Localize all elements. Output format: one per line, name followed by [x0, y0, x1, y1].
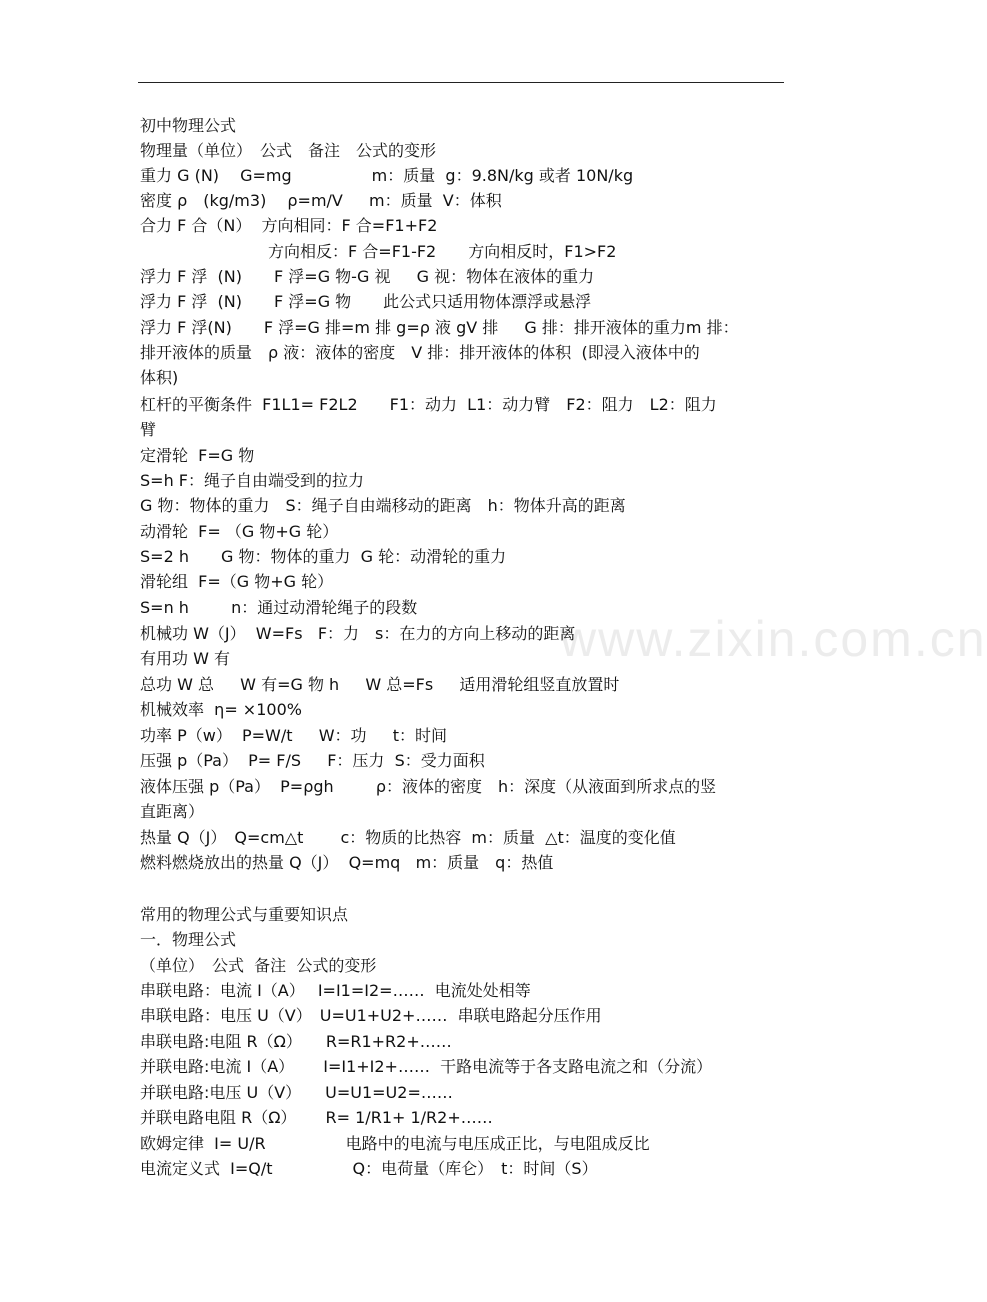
formula-line: 电流定义式 I=Q/t Q：电荷量（库仑） t：时间（S）	[140, 1159, 598, 1178]
watermark: www.zixin.com.cn	[560, 611, 987, 667]
formula-line: 排开液体的质量 ρ 液：液体的密度 V 排：排开液体的体积 (即浸入液体中的	[140, 343, 700, 362]
formula-line: 热量 Q（J） Q=cm△t c：物质的比热容 m：质量 △t：温度的变化值	[140, 828, 676, 847]
formula-line: 重力 G (N) G=mg m：质量 g：9.8N/kg 或者 10N/kg	[140, 166, 634, 185]
formula-line: 功率 P（w） P=W/t W：功 t：时间	[140, 726, 447, 745]
formula-line: 串联电路：电压 U（V） U=U1+U2+…… 串联电路起分压作用	[140, 1006, 602, 1025]
formula-line: 一．物理公式	[140, 930, 237, 949]
formula-line: 杠杆的平衡条件 F1L1= F2L2 F1：动力 L1：动力臂 F2：阻力 L2：阻力	[140, 395, 717, 414]
formula-line: 燃料燃烧放出的热量 Q（J） Q=mq m：质量 q：热值	[140, 853, 554, 872]
formula-line: （单位） 公式 备注 公式的变形	[140, 956, 377, 975]
formula-line: 并联电路:电流 I（A） I=I1+I2+…… 干路电流等于各支路电流之和（分流）	[140, 1057, 713, 1076]
formula-line: 压强 p（Pa） P= F/S F：压力 S：受力面积	[140, 751, 485, 770]
formula-line: 机械功 W（J） W=Fs F：力 s：在力的方向上移动的距离	[140, 624, 576, 643]
formula-line: 直距离）	[140, 802, 205, 821]
formula-line: 浮力 F 浮 (N) F 浮=G 物 此公式只适用物体漂浮或悬浮	[140, 292, 592, 311]
formula-line: 物理量（单位） 公式 备注 公式的变形	[140, 141, 437, 160]
formula-line: 滑轮组 F=（G 物+G 轮）	[140, 572, 334, 591]
formula-line: 欧姆定律 I= U/R 电路中的电流与电压成正比，与电阻成反比	[140, 1134, 650, 1153]
formula-line: 液体压强 p（Pa） P=ρgh ρ：液体的密度 h：深度（从液面到所求点的竖	[140, 777, 717, 796]
formula-line: 有用功 W 有	[140, 649, 230, 668]
formula-line: 总功 W 总 W 有=G 物 h W 总=Fs 适用滑轮组竖直放置时	[140, 675, 620, 694]
formula-line: 串联电路：电流 I（A） I=I1=I2=…… 电流处处相等	[140, 981, 531, 1000]
section1-title: 初中物理公式	[140, 116, 237, 135]
formula-line: G 物：物体的重力 S：绳子自由端移动的距离 h：物体升高的距离	[140, 496, 626, 515]
formula-line: 浮力 F 浮 (N) F 浮=G 物-G 视 G 视：物体在液体的重力	[140, 267, 595, 286]
formula-line: 定滑轮 F=G 物	[140, 446, 255, 465]
formula-line: 密度 ρ (kg/m3) ρ=m/V m：质量 V：体积	[140, 191, 502, 210]
formula-line: 机械效率 η= ×100%	[140, 700, 302, 719]
header-rule	[138, 82, 784, 83]
formula-line: 并联电路电阻 R（Ω） R= 1/R1+ 1/R2+……	[140, 1108, 493, 1127]
formula-line: S=n h n：通过动滑轮绳子的段数	[140, 598, 418, 617]
formula-line: 臂	[140, 420, 157, 439]
formula-line: S=2 h G 物：物体的重力 G 轮：动滑轮的重力	[140, 547, 507, 566]
section2-title: 常用的物理公式与重要知识点	[140, 905, 349, 924]
formula-line: 浮力 F 浮(N) F 浮=G 排=m 排 g=ρ 液 gV 排 G 排：排开液体的重力m 排：	[140, 318, 739, 337]
formula-line: S=h F：绳子自由端受到的拉力	[140, 471, 364, 490]
formula-line: 串联电路:电阻 R（Ω） R=R1+R2+……	[140, 1032, 452, 1051]
formula-line: 体积)	[140, 368, 179, 387]
formula-line: 动滑轮 F= （G 物+G 轮）	[140, 522, 339, 541]
formula-line: 方向相反：F 合=F1-F2 方向相反时，F1>F2	[140, 242, 617, 261]
formula-line: 并联电路:电压 U（V） U=U1=U2=……	[140, 1083, 453, 1102]
formula-line: 合力 F 合（N） 方向相同：F 合=F1+F2	[140, 216, 438, 235]
